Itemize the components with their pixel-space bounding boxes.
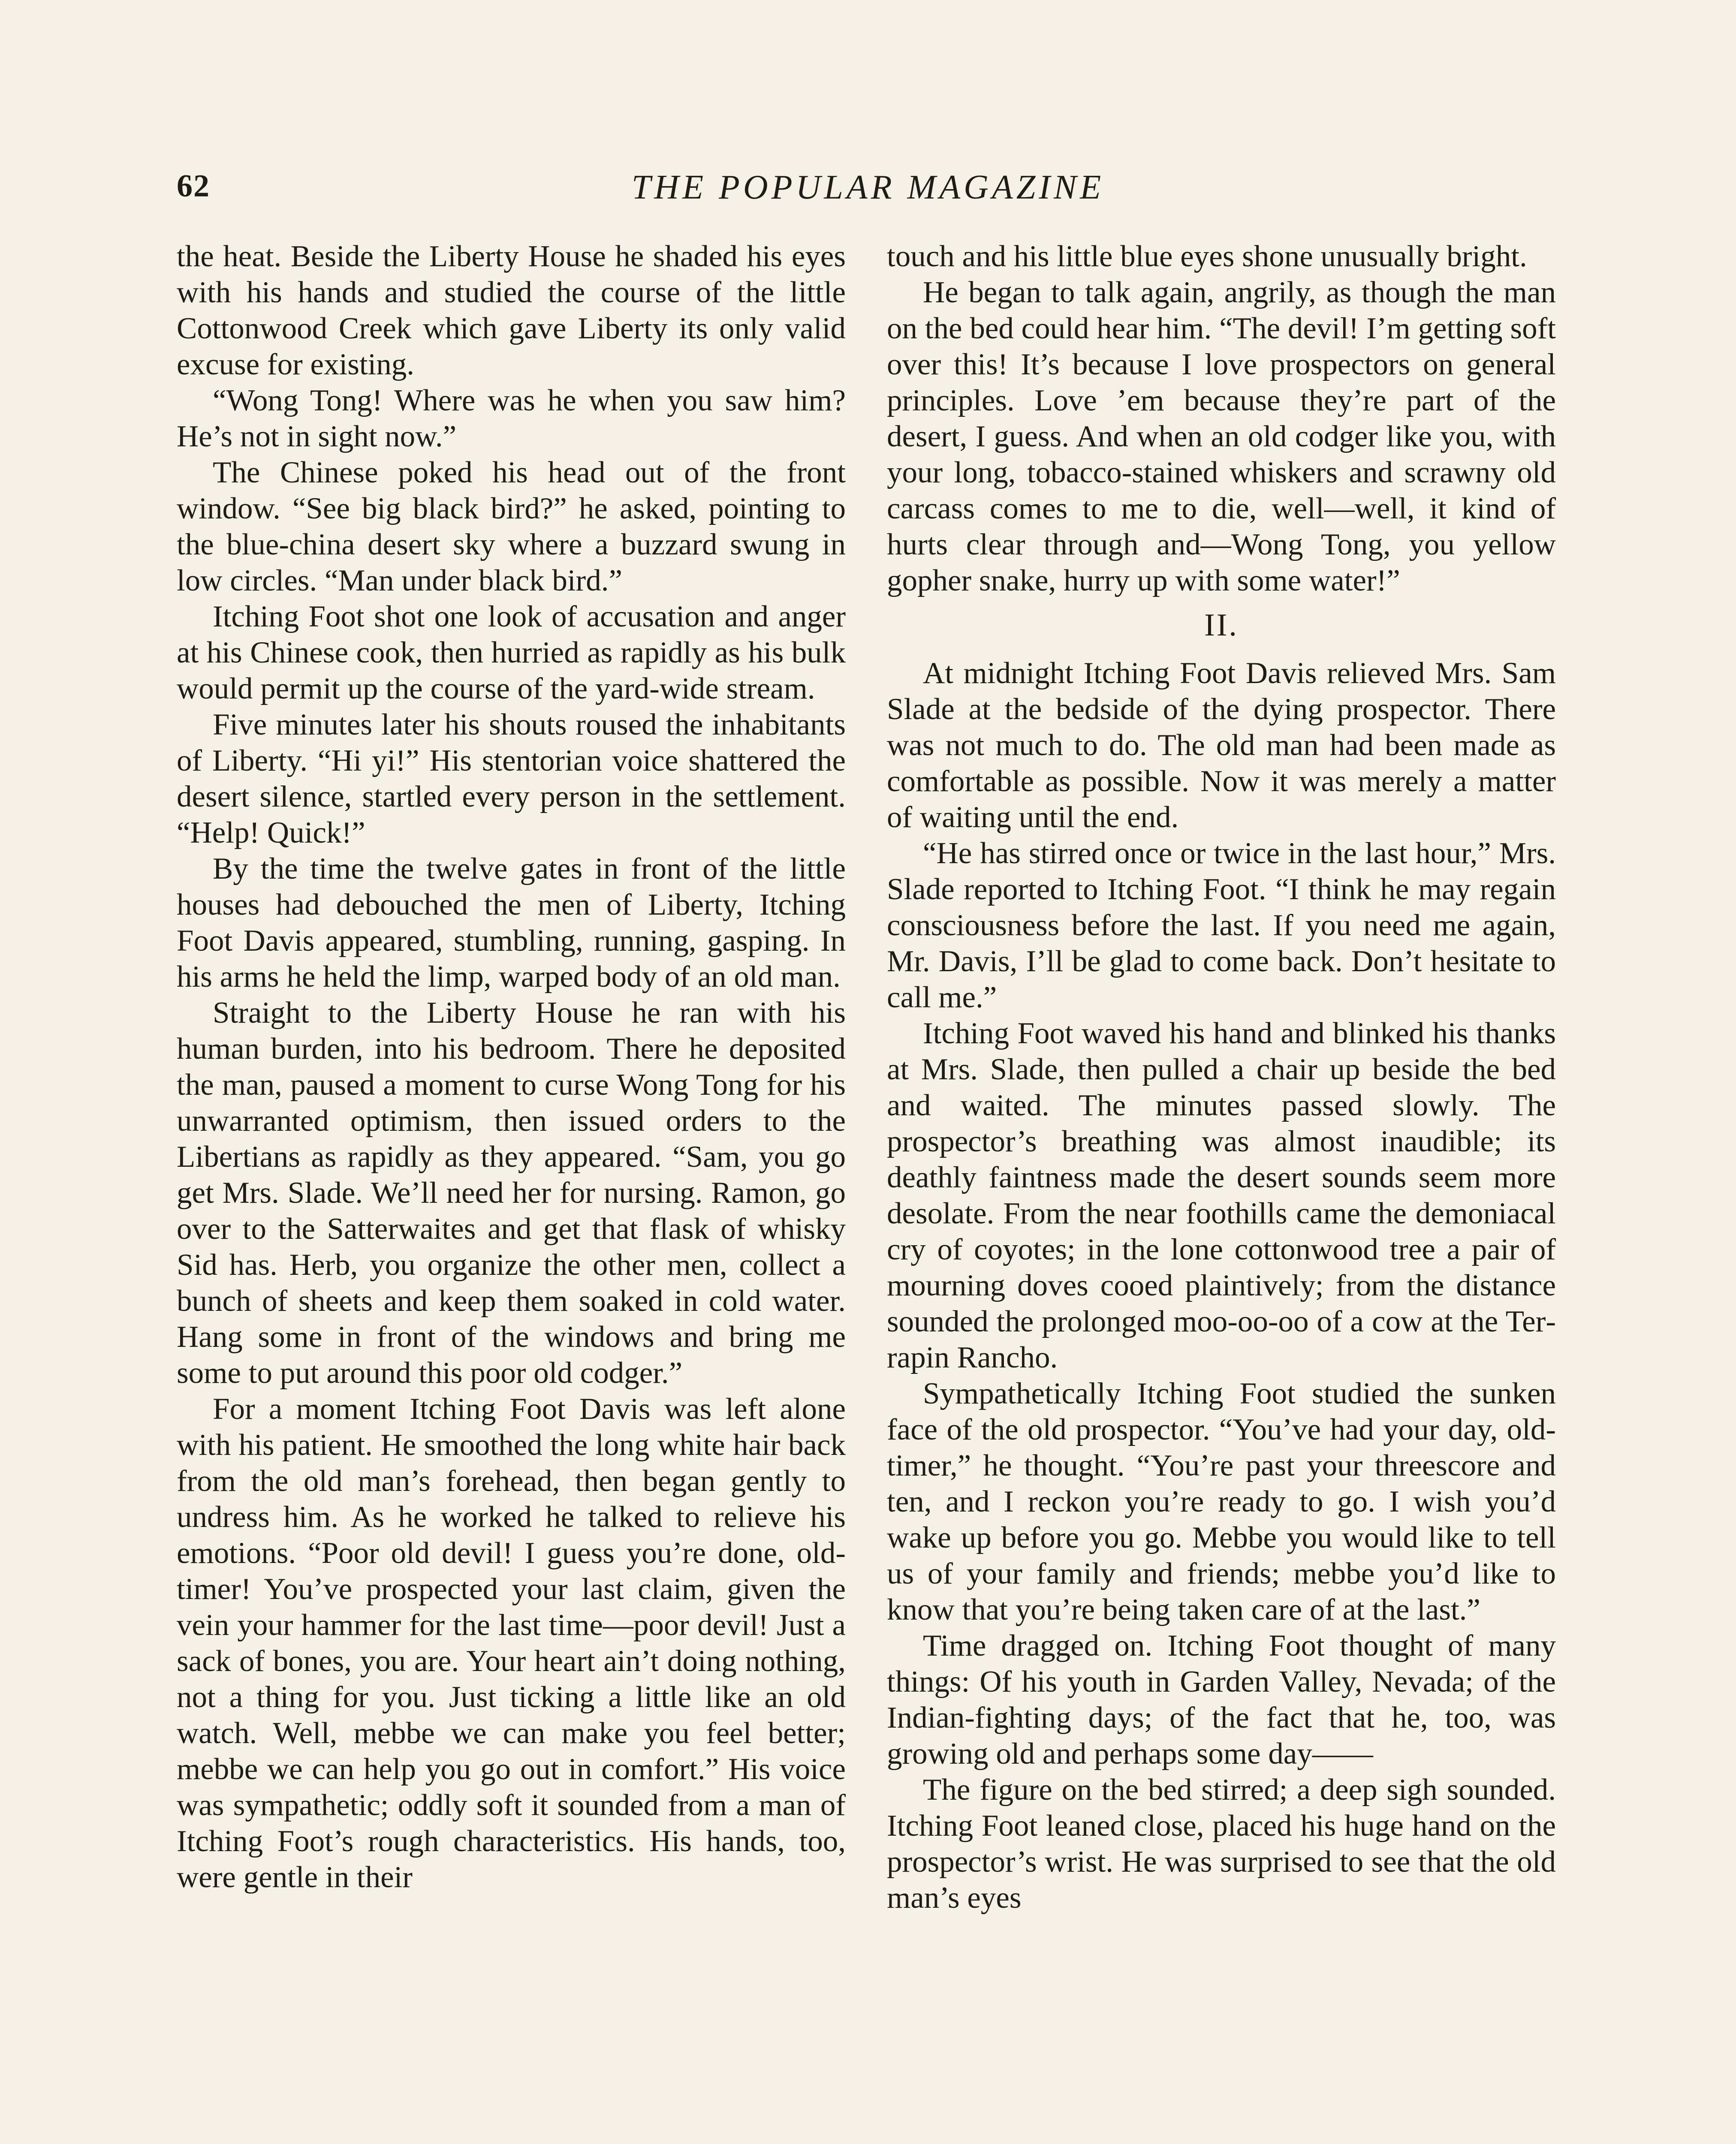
paragraph: The figure on the bed stirred; a deep sigh sounded. Itching Foot leaned close, placed his huge hand on the prospector’s wrist. He was surprised to see that the old man’s eyes [887, 1773, 1556, 1915]
paragraph: Itching Foot waved his hand and blinked his thanks at Mrs. Slade, then pulled a chair up beside the bed and waited. The minutes passed slowly. The prospector’s breathing was almost inaudible; its deathly faintness made the desert sounds seem more desolate. From the near foothills came the demoniacal cry of coyotes; in the lone cottonwood tree a pair of mourning doves cooed plaintively; from the distance sounded the prolonged moo-oo-oo of a cow at the Terrapin Rancho. [887, 1017, 1556, 1374]
page-number: 62 [177, 169, 210, 204]
paragraph: Itching Foot shot one look of accusation and anger at his Chinese cook, then hurried as rapidly as his bulk would permit up the course of the yard-wide stream. [177, 600, 846, 705]
paragraph: the heat. Beside the Liberty House he shaded his eyes with his hands and studied the course of the little Cottonwood Creek which gave Liberty its only valid excuse for existing. [177, 240, 846, 381]
paragraph: He began to talk again, angrily, as though the man on the bed could hear him. “The devil! I’m getting soft over this! It’s because I love prospectors on general principles. Love ’em because they’re part of the desert, I guess. And when an old codger like you, with your long, tobacco-stained whiskers and scrawny old carcass comes to me to die, well—well, it kind of hurts clear through and—Wong Tong, you yellow gopher snake, hurry up with some water!” [887, 276, 1556, 597]
paragraph: Time dragged on. Itching Foot thought of many things: Of his youth in Garden Valley, Nevada; of the Indian-fighting days; of the fact that he, too, was growing old and perhaps some day—— [887, 1629, 1556, 1771]
paragraph: “Wong Tong! Where was he when you saw him? He’s not in sight now.” [177, 384, 846, 453]
paragraph: “He has stirred once or twice in the last hour,” Mrs. Slade reported to Itching Foot. “I think he may regain consciousness before the last. If you need me again, Mr. Davis, I’ll be glad to come back. Don’t hesitate to call me.” [887, 837, 1556, 1014]
paragraph: By the time the twelve gates in front of the little houses had debouched the men of Liberty, Itching Foot Davis appeared, stumbling, running, gasping. In his arms he held the limp, warped body of an old man. [177, 852, 846, 994]
paragraph: Straight to the Liberty House he ran with his human burden, into his bedroom. There he deposited the man, paused a moment to curse Wong Tong for his unwarranted optimism, then issued orders to the Libertians as rapidly as they appeared. “Sam, you go get Mrs. Slade. We’ll need her for nursing. Ramon, go over to the Satterwaites and get that flask of whisky Sid has. Herb, you organize the other men, collect a bunch of sheets and keep them soaked in cold water. Hang some in front of the windows and bring me some to put around this poor old codger.” [177, 996, 846, 1390]
right-column [887, 238, 1556, 1916]
paragraph: Sympathetically Itching Foot studied the sunken face of the old prospector. “You’ve had your day, old-timer,” he thought. “You’re past your threescore and ten, and I reckon you’re ready to go. I wish you’d wake up before you go. Mebbe you would like to tell us of your family and friends; mebbe you’d like to know that you’re being taken care of at the last.” [887, 1377, 1556, 1626]
left-column [177, 238, 846, 1895]
paragraph: touch and his little blue eyes shone unusually bright. [887, 240, 1527, 273]
section-heading: II. [1204, 608, 1239, 643]
paragraph: The Chinese poked his head out of the front window. “See big black bird?” he asked, pointing to the blue-china desert sky where a buzzard swung in low circles. “Man under black bird.” [177, 456, 846, 597]
running-title: THE POPULAR MAGAZINE [631, 169, 1105, 206]
paragraph: Five minutes later his shouts roused the inhabitants of Liberty. “Hi yi!” His stentorian voice shattered the desert silence, startled every person in the settlement. “Help! Quick!” [177, 708, 846, 849]
paragraph: For a moment Itching Foot Davis was left alone with his patient. He smoothed the long white hair back from the old man’s forehead, then began gently to undress him. As he worked he talked to relieve his emotions. “Poor old devil! I guess you’re done, old-timer! You’ve prospected your last claim, given the vein your hammer for the last time—poor devil! Just a sack of bones, you are. Your heart ain’t doing nothing, not a thing for you. Just ticking a little like an old watch. Well, mebbe we can make you feel better; mebbe we can help you go out in comfort.” His voice was sympathetic; oddly soft it sounded from a man of Itching Foot’s rough characteristics. His hands, too, were gentle in their [177, 1392, 846, 1894]
paragraph: At midnight Itching Foot Davis relieved Mrs. Sam Slade at the bedside of the dying prospector. There was not much to do. The old man had been made as comfortable as possible. Now it was merely a matter of waiting until the end. [887, 656, 1556, 834]
